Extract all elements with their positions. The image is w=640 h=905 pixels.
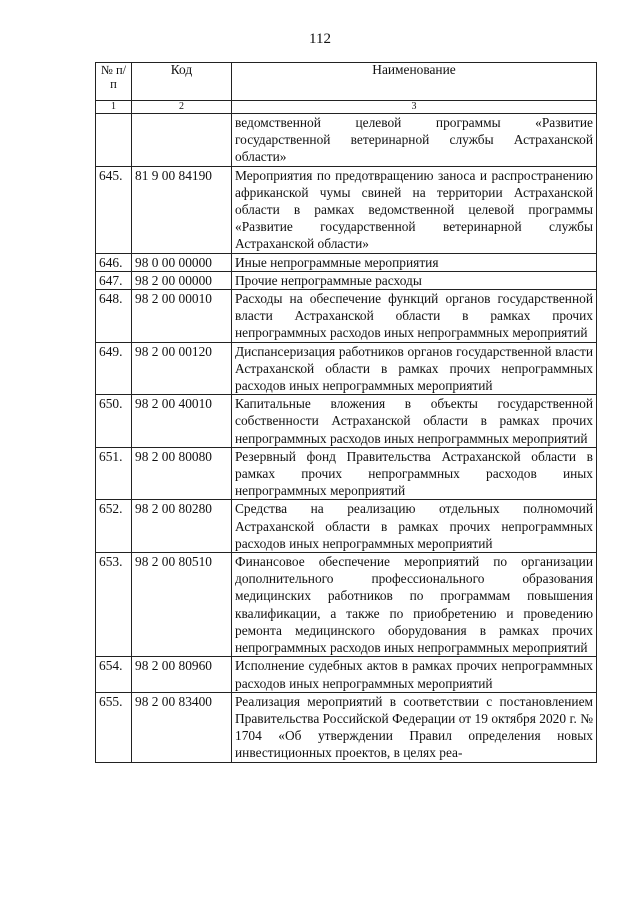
row-number: 645.	[96, 166, 132, 253]
table-row	[96, 253, 597, 271]
row-code: 98 2 00 80280	[132, 500, 232, 553]
row-number: 652.	[96, 500, 132, 553]
column-header-name: Наименование	[232, 63, 597, 101]
row-name: Финансовое обеспечение мероприятий по организации дополнительного профессионального образования медицинских работников по программам повышения квалификации, а также по приобретению и проведению ремонта медицинского оборудования в рамках прочих непрограммных расходов иных непрограммных мероприятий	[232, 553, 597, 657]
table-row	[96, 342, 597, 395]
table-index-row	[96, 101, 597, 114]
table-row	[96, 447, 597, 500]
table-header-row	[96, 63, 597, 101]
row-code: 98 2 00 80960	[132, 657, 232, 692]
row-name: Диспансеризация работников органов государственной власти Астраханской области в рамках прочих непрограммных расходов иных непрограммных мероприятий	[232, 342, 597, 395]
row-name: Реализация мероприятий в соответствии с постановлением Правительства Российской Федерации от 19 октября 2020 г. № 1704 «Об утверждении Правил определения новых инвестиционных проектов, в целях реа-	[232, 692, 597, 762]
row-number: 651.	[96, 447, 132, 500]
row-name: Расходы на обеспечение функций органов государственной власти Астраханской области в рамках прочих непрограммных расходов иных непрограммных мероприятий	[232, 290, 597, 343]
column-index-2: 2	[132, 101, 232, 114]
row-name: Исполнение судебных актов в рамках прочих непрограммных расходов иных непрограммных мероприятий	[232, 657, 597, 692]
row-number: 655.	[96, 692, 132, 762]
row-name: ведомственной целевой программы «Развитие государственной ветеринарной службы Астраханской области»	[232, 114, 597, 167]
table-row	[96, 290, 597, 343]
column-header-number: № п/п	[96, 63, 132, 101]
budget-classification-table	[95, 62, 597, 763]
row-name: Иные непрограммные мероприятия	[232, 253, 597, 271]
row-number: 646.	[96, 253, 132, 271]
row-number: 654.	[96, 657, 132, 692]
row-code: 98 2 00 00000	[132, 271, 232, 289]
column-index-3: 3	[232, 101, 597, 114]
table-row	[96, 114, 597, 167]
row-number: 648.	[96, 290, 132, 343]
row-number: 650.	[96, 395, 132, 448]
table-row	[96, 271, 597, 289]
table-row	[96, 692, 597, 762]
table-row	[96, 166, 597, 253]
row-name: Прочие непрограммные расходы	[232, 271, 597, 289]
row-code: 98 2 00 83400	[132, 692, 232, 762]
column-header-code: Код	[132, 63, 232, 101]
row-code: 98 2 00 00010	[132, 290, 232, 343]
row-code: 98 0 00 00000	[132, 253, 232, 271]
row-number: 647.	[96, 271, 132, 289]
table-row	[96, 500, 597, 553]
row-name: Средства на реализацию отдельных полномочий Астраханской области в рамках прочих непрограммных расходов иных непрограммных мероприятий	[232, 500, 597, 553]
row-number: 649.	[96, 342, 132, 395]
table-row	[96, 657, 597, 692]
row-code: 98 2 00 40010	[132, 395, 232, 448]
row-code: 98 2 00 00120	[132, 342, 232, 395]
row-code: 98 2 00 80080	[132, 447, 232, 500]
row-code: 98 2 00 80510	[132, 553, 232, 657]
column-index-1: 1	[96, 101, 132, 114]
row-code: 81 9 00 84190	[132, 166, 232, 253]
row-name: Мероприятия по предотвращению заноса и распространению африканской чумы свиней на территории Астраханской области в рамках ведомственной целевой программы «Развитие государственной ветеринарной службы Астраханской области»	[232, 166, 597, 253]
row-name: Резервный фонд Правительства Астраханской области в рамках прочих непрограммных расходов иных непрограммных мероприятий	[232, 447, 597, 500]
row-name: Капитальные вложения в объекты государственной собственности Астраханской области в рамках прочих непрограммных расходов иных непрограммных мероприятий	[232, 395, 597, 448]
row-number	[96, 114, 132, 167]
table-row	[96, 553, 597, 657]
table-row	[96, 395, 597, 448]
row-number: 653.	[96, 553, 132, 657]
page-number: 112	[309, 31, 331, 47]
row-code	[132, 114, 232, 167]
